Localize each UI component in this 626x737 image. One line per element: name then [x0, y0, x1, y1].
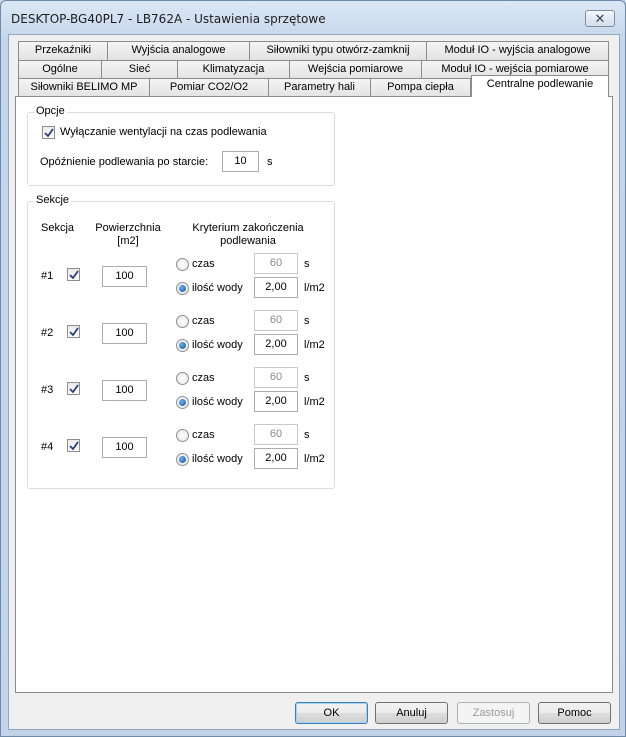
tab-centralne-podlewanie[interactable] — [471, 75, 609, 97]
options-group — [27, 105, 335, 186]
water-label: ilość wody — [192, 282, 243, 294]
section-3-water-radio[interactable] — [176, 396, 189, 409]
section-2-water-radio[interactable] — [176, 339, 189, 352]
header-section: Sekcja — [41, 222, 75, 234]
section-id: #1 — [41, 270, 54, 282]
section-4-enabled-checkbox[interactable] — [67, 439, 80, 452]
time-label: czas — [192, 258, 215, 270]
delay-label: Opóźnienie podlewania po starcie: — [40, 156, 209, 168]
section-id: #3 — [41, 384, 54, 396]
section-3-area-input[interactable]: 100 — [102, 380, 147, 401]
cancel-button[interactable]: Anuluj — [375, 702, 448, 724]
close-button[interactable] — [585, 10, 615, 27]
section-2-water-input[interactable]: 2,00 — [254, 334, 298, 355]
delay-input[interactable]: 10 — [222, 151, 259, 172]
tab-label: Pomiar CO2/O2 — [169, 81, 249, 93]
title-bar[interactable] — [1, 1, 625, 31]
options-group-label: Opcje — [36, 105, 65, 117]
ventilation-off-label: Wyłączanie wentylacji na czas podlewania — [60, 126, 267, 138]
header-area: Powierzchnia [m2] — [95, 222, 161, 247]
tab-label: Sieć — [128, 63, 151, 75]
section-1-time-input[interactable]: 60 — [254, 253, 298, 274]
section-3-water-input[interactable]: 2,00 — [254, 391, 298, 412]
tab-label: Moduł IO - wejścia pomiarowe — [441, 63, 589, 75]
tab-label: Ogólne — [42, 63, 78, 75]
water-label: ilość wody — [192, 453, 243, 465]
tab-siec[interactable] — [101, 60, 178, 79]
time-unit: s — [304, 315, 310, 327]
help-button[interactable]: Pomoc — [538, 702, 611, 724]
tab-label: Przekaźniki — [34, 44, 92, 56]
section-2-area-input[interactable]: 100 — [102, 323, 147, 344]
ok-button[interactable]: OK — [295, 702, 368, 724]
checkmark-icon — [69, 441, 79, 451]
tab-label: Moduł IO - wyjścia analogowe — [444, 44, 591, 56]
water-unit: l/m2 — [304, 282, 325, 294]
tab-label: Centralne podlewanie — [486, 78, 594, 90]
time-label: czas — [192, 372, 215, 384]
time-unit: s — [304, 429, 310, 441]
time-unit: s — [304, 372, 310, 384]
section-id: #2 — [41, 327, 54, 339]
time-unit: s — [304, 258, 310, 270]
section-2-time-input[interactable]: 60 — [254, 310, 298, 331]
section-2-enabled-checkbox[interactable] — [67, 325, 80, 338]
section-1-time-radio[interactable] — [176, 258, 189, 271]
dialog-client-area — [8, 34, 620, 730]
tab-label: Wyjścia analogowe — [131, 44, 226, 56]
water-unit: l/m2 — [304, 339, 325, 351]
section-3-time-input[interactable]: 60 — [254, 367, 298, 388]
delay-unit: s — [267, 156, 273, 168]
tab-wyjscia-analogowe[interactable] — [107, 41, 250, 60]
water-unit: l/m2 — [304, 453, 325, 465]
checkmark-icon — [69, 384, 79, 394]
time-label: czas — [192, 429, 215, 441]
tab-wejscia-pomiarowe[interactable] — [289, 60, 422, 79]
checkmark-icon — [69, 327, 79, 337]
tab-label: Pompa ciepła — [387, 81, 454, 93]
apply-button[interactable]: Zastosuj — [457, 702, 530, 724]
tab-modul-io-wyjscia[interactable] — [426, 41, 609, 60]
tab-silowniki-otworz-zamknij[interactable] — [249, 41, 427, 60]
section-3-time-radio[interactable] — [176, 372, 189, 385]
tab-label: Parametry hali — [284, 81, 355, 93]
water-label: ilość wody — [192, 396, 243, 408]
tab-ogolne[interactable] — [18, 60, 102, 79]
checkmark-icon — [69, 270, 79, 280]
header-criterion: Kryterium zakończenia podlewania — [192, 222, 304, 247]
tab-przekazniki[interactable] — [18, 41, 108, 60]
time-label: czas — [192, 315, 215, 327]
close-icon: ✕ — [594, 11, 606, 26]
section-id: #4 — [41, 441, 54, 453]
window-title: DESKTOP-BG40PL7 - LB762A - Ustawienia sprzętowe — [11, 12, 326, 26]
section-1-enabled-checkbox[interactable] — [67, 268, 80, 281]
tab-pompa-ciepla[interactable] — [370, 78, 471, 97]
tab-klimatyzacja[interactable] — [177, 60, 290, 79]
section-4-area-input[interactable]: 100 — [102, 437, 147, 458]
water-label: ilość wody — [192, 339, 243, 351]
section-3-enabled-checkbox[interactable] — [67, 382, 80, 395]
tab-pomiar-co2[interactable] — [149, 78, 269, 97]
section-4-water-radio[interactable] — [176, 453, 189, 466]
sections-group-label: Sekcje — [36, 194, 70, 206]
sections-group — [27, 194, 335, 489]
tab-panel-centralne-podlewanie — [15, 96, 613, 693]
tab-label: Siłowniki BELIMO MP — [30, 81, 138, 93]
tab-label: Klimatyzacja — [202, 63, 265, 75]
tab-label: Siłowniki typu otwórz-zamknij — [266, 44, 410, 56]
section-1-water-input[interactable]: 2,00 — [254, 277, 298, 298]
section-1-area-input[interactable]: 100 — [102, 266, 147, 287]
section-1-water-radio[interactable] — [176, 282, 189, 295]
section-4-water-input[interactable]: 2,00 — [254, 448, 298, 469]
section-2-time-radio[interactable] — [176, 315, 189, 328]
section-4-time-input[interactable]: 60 — [254, 424, 298, 445]
tab-parametry-hali[interactable] — [268, 78, 371, 97]
tab-label: Wejścia pomiarowe — [307, 63, 404, 75]
tab-silowniki-belimo[interactable] — [18, 78, 150, 97]
ventilation-off-checkbox[interactable] — [42, 126, 55, 139]
checkmark-icon — [44, 128, 54, 138]
water-unit: l/m2 — [304, 396, 325, 408]
section-4-time-radio[interactable] — [176, 429, 189, 442]
